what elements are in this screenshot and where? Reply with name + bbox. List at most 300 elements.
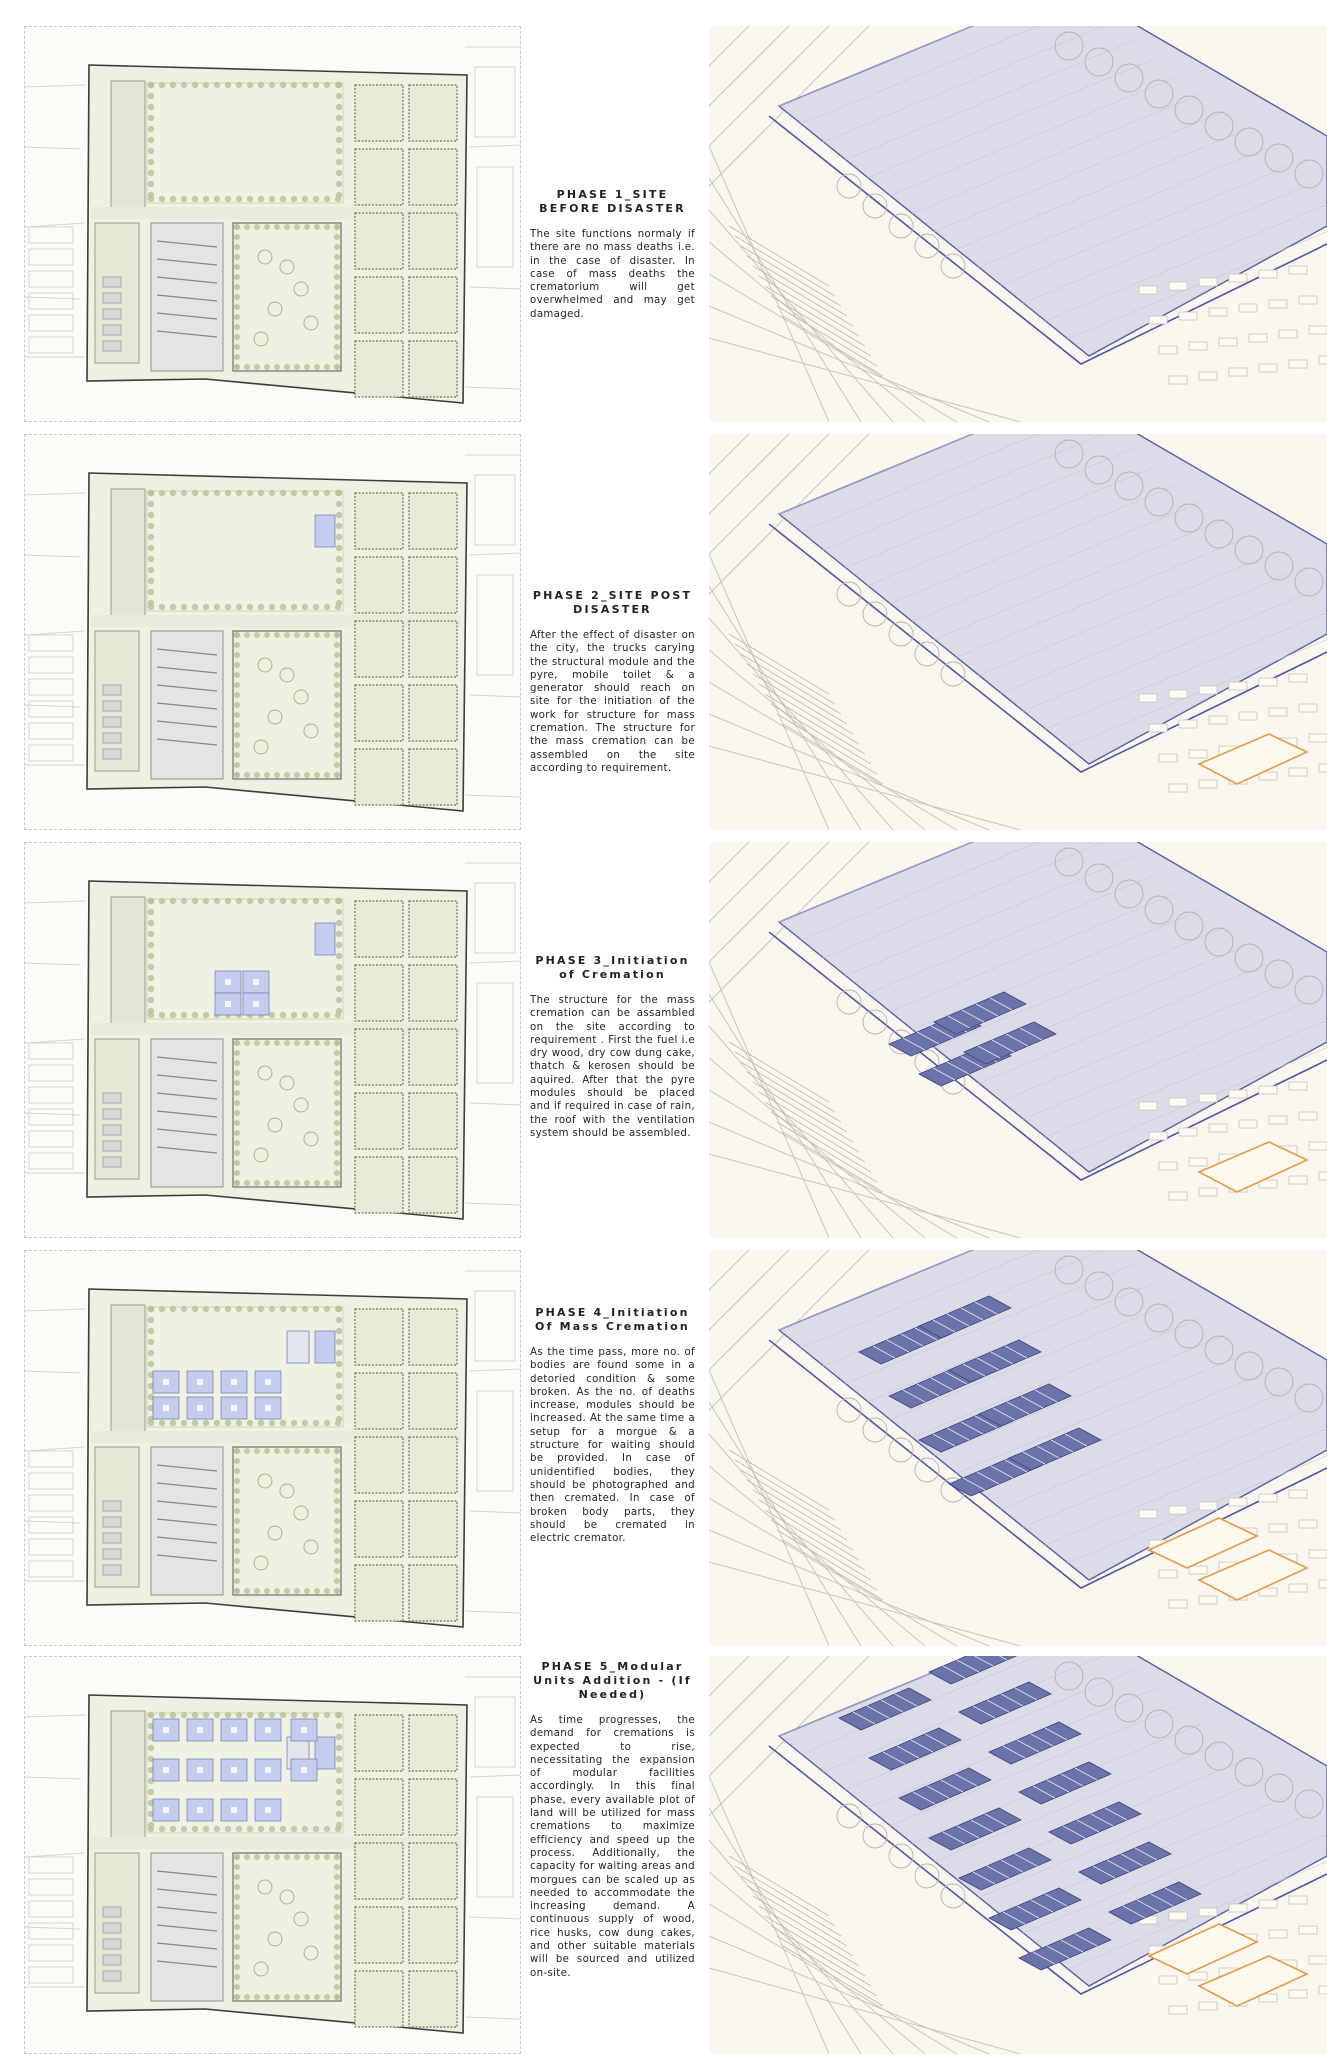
tree: [264, 364, 270, 370]
tree: [258, 82, 264, 88]
tree: [269, 490, 275, 496]
tree: [313, 196, 319, 202]
tree: [336, 1811, 342, 1817]
plantation-plot: [409, 1971, 457, 2027]
pyre-module-core: [231, 1727, 237, 1733]
parking-bay: [103, 749, 121, 759]
pyre-module-core: [163, 1727, 169, 1733]
tree: [304, 1040, 310, 1046]
plantation-plot: [409, 1093, 457, 1149]
parked-vehicle: [1239, 712, 1257, 720]
ground-line: [709, 1434, 893, 1646]
tree: [313, 82, 319, 88]
tree: [148, 534, 154, 540]
parked-vehicle: [1189, 342, 1207, 350]
tree: [264, 1854, 270, 1860]
tree: [159, 196, 165, 202]
tree: [234, 1458, 240, 1464]
tree: [336, 1822, 342, 1828]
plantation-plot: [355, 85, 403, 141]
tree: [313, 898, 319, 904]
tree: [314, 1588, 320, 1594]
plantation-plot: [409, 149, 457, 205]
parking-bay: [103, 733, 121, 743]
tree: [148, 589, 154, 595]
neighbour-plot: [475, 475, 515, 545]
tree: [234, 1914, 240, 1920]
tree: [269, 1826, 275, 1832]
ground-line: [709, 994, 861, 1238]
tree: [254, 364, 260, 370]
tree: [264, 1588, 270, 1594]
tree: [334, 1498, 340, 1504]
parked-vehicle: [1299, 296, 1317, 304]
parked-vehicle: [1209, 308, 1227, 316]
plantation-plot: [409, 85, 457, 141]
tree: [302, 82, 308, 88]
step-line: [753, 674, 853, 734]
ground-line: [709, 210, 893, 422]
building-block: [111, 897, 145, 1027]
tree: [336, 953, 342, 959]
tree: [274, 1994, 280, 2000]
step-line: [729, 226, 829, 286]
parked-vehicle: [1279, 330, 1297, 338]
tree: [234, 1588, 240, 1594]
street-line: [25, 1039, 85, 1043]
tree: [148, 1339, 154, 1345]
parking-bay: [103, 1923, 121, 1933]
tree: [915, 1458, 939, 1482]
plantation-plot: [409, 277, 457, 333]
tree: [274, 632, 280, 638]
parked-vehicle: [1309, 1956, 1327, 1964]
tree: [234, 1448, 240, 1454]
parked-vehicle: [1179, 720, 1197, 728]
tree: [294, 1040, 300, 1046]
tree: [336, 104, 342, 110]
tree: [269, 1420, 275, 1426]
tree: [181, 1826, 187, 1832]
parking-bay: [103, 293, 121, 303]
terrace-steps: [729, 1450, 883, 1600]
crematorium-building: [151, 1447, 223, 1595]
phase-row-3: [0, 842, 1327, 1238]
tree: [334, 1170, 340, 1176]
tree: [334, 284, 340, 290]
tree: [334, 324, 340, 330]
phase-title: PHASE 2_SITE POST DISASTER: [532, 589, 693, 616]
tree: [148, 964, 154, 970]
tree: [234, 1548, 240, 1554]
tree: [269, 1012, 275, 1018]
tree: [234, 1954, 240, 1960]
tree: [234, 652, 240, 658]
tree: [203, 1712, 209, 1718]
tree: [313, 490, 319, 496]
tree: [334, 1140, 340, 1146]
tree: [234, 772, 240, 778]
tree: [203, 1012, 209, 1018]
tree: [334, 1548, 340, 1554]
access-path: [91, 1431, 461, 1443]
street-line: [25, 1447, 85, 1451]
tree: [294, 1448, 300, 1454]
tree: [334, 304, 340, 310]
tree: [334, 1468, 340, 1474]
tree: [234, 1488, 240, 1494]
neighbour-plot: [29, 249, 73, 265]
pyre-module-core: [231, 1405, 237, 1411]
plantation-plot: [409, 1309, 457, 1365]
parked-vehicle: [1219, 338, 1237, 346]
crematorium-building: [151, 1853, 223, 2001]
open-ground: [147, 491, 343, 611]
tree: [336, 600, 342, 606]
tree: [234, 314, 240, 320]
tree: [336, 1778, 342, 1784]
neighbour-plot: [475, 883, 515, 953]
tree: [234, 304, 240, 310]
tree: [148, 82, 154, 88]
tree: [291, 1420, 297, 1426]
tree: [336, 1745, 342, 1751]
parked-vehicle: [1289, 1990, 1307, 1998]
tree: [336, 159, 342, 165]
tree: [234, 1120, 240, 1126]
tree: [148, 115, 154, 121]
morgue-unit: [287, 1331, 309, 1363]
mobile-unit: [315, 923, 335, 955]
tree: [225, 1712, 231, 1718]
tree: [324, 1012, 330, 1018]
tree: [269, 604, 275, 610]
parked-vehicle: [1249, 334, 1267, 342]
tree: [274, 1040, 280, 1046]
parked-vehicle: [1179, 1128, 1197, 1136]
plantation-plot: [355, 1157, 403, 1213]
tree: [236, 1826, 242, 1832]
mobile-unit: [315, 515, 335, 547]
tree: [234, 1578, 240, 1584]
tree: [236, 1306, 242, 1312]
tree: [234, 1090, 240, 1096]
tree: [258, 604, 264, 610]
tree: [234, 264, 240, 270]
tree: [181, 898, 187, 904]
tree: [291, 1712, 297, 1718]
tree: [234, 1964, 240, 1970]
parked-vehicle: [1239, 304, 1257, 312]
parked-vehicle: [1319, 1172, 1327, 1180]
tree: [336, 556, 342, 562]
tree: [170, 490, 176, 496]
tree: [234, 1894, 240, 1900]
tree: [159, 1420, 165, 1426]
memorial-garden: [233, 1039, 341, 1187]
parking-bay: [103, 277, 121, 287]
neighbour-plot: [477, 1391, 513, 1491]
tree: [148, 148, 154, 154]
tree: [304, 224, 310, 230]
parking-bay: [103, 1907, 121, 1917]
tree: [334, 1488, 340, 1494]
tree: [291, 898, 297, 904]
phase-description: As time progresses, the demand for cremations is expected to rise, necessitating the expansion of modular facilities accordingly. In this final phase, every available plot of land will be utilized for mass cremations to maximize efficiency and speed up the process. Additionally, the capacity for waiting areas and morgues can be scaled up as needed to accommodate the increasing demand. A continuous supply of wood, rice husks, cow dung cakes, and other suitable materials will be sourced and utilized on-site.: [530, 1715, 695, 1979]
tree: [269, 82, 275, 88]
building-block: [111, 489, 145, 619]
tree: [334, 632, 340, 638]
pyre-module-core: [197, 1767, 203, 1773]
tree: [336, 170, 342, 176]
tree: [334, 1984, 340, 1990]
tree: [225, 604, 231, 610]
pyre-module-core: [231, 1807, 237, 1813]
tree: [336, 1372, 342, 1378]
step-line: [759, 684, 859, 744]
street-line: [470, 1775, 520, 1777]
neighbour-plot: [29, 1561, 73, 1577]
tree: [291, 1826, 297, 1832]
tree: [324, 1854, 330, 1860]
parked-vehicle: [1299, 1520, 1317, 1528]
tree: [170, 1306, 176, 1312]
tree: [334, 1070, 340, 1076]
tree: [234, 1904, 240, 1910]
tree: [234, 1140, 240, 1146]
neighbour-plot: [475, 1291, 515, 1361]
pyre-module-core: [197, 1807, 203, 1813]
tree: [234, 274, 240, 280]
tree: [234, 244, 240, 250]
tree: [159, 1012, 165, 1018]
street-line: [25, 147, 80, 149]
tree: [159, 604, 165, 610]
tree: [148, 1008, 154, 1014]
parked-vehicle: [1289, 1896, 1307, 1904]
tree: [234, 1864, 240, 1870]
tree: [244, 1180, 250, 1186]
plantation-plot: [355, 1715, 403, 1771]
pyre-module-core: [225, 1001, 231, 1007]
plantation-plot: [409, 1779, 457, 1835]
tree: [302, 1826, 308, 1832]
plantation-plot: [409, 557, 457, 613]
tree: [236, 490, 242, 496]
tree: [889, 622, 913, 646]
tree: [324, 1826, 330, 1832]
tree: [336, 964, 342, 970]
tree: [234, 234, 240, 240]
tree: [334, 1110, 340, 1116]
tree: [148, 556, 154, 562]
tree: [915, 642, 939, 666]
tree: [234, 642, 240, 648]
parked-vehicle: [1199, 2002, 1217, 2010]
tree: [291, 604, 297, 610]
access-path: [91, 207, 461, 219]
tree: [280, 196, 286, 202]
neighbour-plot: [29, 1131, 73, 1147]
phase-row-4: [0, 1250, 1327, 1646]
parked-vehicle: [1199, 1094, 1217, 1102]
tree: [314, 1854, 320, 1860]
tree: [170, 1826, 176, 1832]
plantation-plot: [355, 1501, 403, 1557]
tree: [302, 1012, 308, 1018]
access-path: [91, 615, 461, 627]
street-line: [25, 1853, 85, 1857]
tree: [148, 490, 154, 496]
step-line: [753, 1896, 853, 1956]
isometric-view: [709, 434, 1327, 830]
tree: [334, 354, 340, 360]
plantation-plot: [409, 1565, 457, 1621]
tree: [280, 1826, 286, 1832]
phase-title: PHASE 4_Initiation Of Mass Cremation: [535, 1306, 690, 1333]
tree: [314, 364, 320, 370]
ground-line: [709, 1250, 789, 1330]
street-line: [25, 1715, 85, 1717]
parked-vehicle: [1169, 784, 1187, 792]
tree: [214, 604, 220, 610]
tree: [159, 82, 165, 88]
neighbour-plot: [29, 1945, 73, 1961]
tree: [148, 578, 154, 584]
neighbour-plot: [29, 723, 73, 739]
isometric-view: [709, 1656, 1327, 2054]
tree: [324, 1994, 330, 2000]
step-line: [729, 1042, 829, 1102]
tree: [294, 364, 300, 370]
parking-bay: [103, 309, 121, 319]
tree: [336, 1800, 342, 1806]
neighbour-plot: [475, 1697, 515, 1767]
tree: [336, 137, 342, 143]
tree: [336, 1789, 342, 1795]
tree: [264, 772, 270, 778]
pyre-module-core: [253, 979, 259, 985]
parked-vehicle: [1199, 686, 1217, 694]
plantation-plot: [355, 1309, 403, 1365]
parked-vehicle: [1289, 674, 1307, 682]
step-line: [735, 1866, 835, 1926]
parked-vehicle: [1309, 1142, 1327, 1150]
tree: [334, 722, 340, 728]
tree: [225, 82, 231, 88]
pyre-module-core: [197, 1405, 203, 1411]
street-line: [465, 1203, 520, 1205]
neighbour-plot: [29, 1967, 73, 1983]
tree: [334, 692, 340, 698]
parking-bay: [103, 325, 121, 335]
tree: [334, 1090, 340, 1096]
tree: [214, 1712, 220, 1718]
site-plan: [24, 1250, 521, 1646]
tree: [225, 1420, 231, 1426]
tree: [291, 82, 297, 88]
parking-bay: [103, 1939, 121, 1949]
tree: [170, 1712, 176, 1718]
street-line: [25, 1521, 80, 1523]
tree: [148, 137, 154, 143]
tree: [336, 148, 342, 154]
tree: [334, 1914, 340, 1920]
step-line: [729, 1450, 829, 1510]
step-line: [735, 644, 835, 704]
plantation-plot: [409, 1157, 457, 1213]
pyre-module-core: [265, 1767, 271, 1773]
tree: [234, 364, 240, 370]
tree: [234, 1924, 240, 1930]
tree: [181, 490, 187, 496]
tree: [915, 1864, 939, 1888]
street-line: [470, 553, 520, 555]
tree: [324, 604, 330, 610]
tree: [334, 344, 340, 350]
phase-title: PHASE 5_Modular Units Addition - (If Needed): [533, 1660, 692, 1701]
parked-vehicle: [1269, 1524, 1287, 1532]
mobile-unit: [315, 1331, 335, 1363]
plantation-plot: [409, 965, 457, 1021]
ground-line: [709, 1370, 829, 1646]
parked-vehicle: [1259, 270, 1277, 278]
tree: [336, 93, 342, 99]
neighbour-plot: [477, 575, 513, 675]
parked-vehicle: [1169, 376, 1187, 384]
tree: [324, 196, 330, 202]
plantation-plot: [409, 1907, 457, 1963]
tree: [284, 772, 290, 778]
plantation-plot: [409, 341, 457, 397]
ground-line: [709, 1840, 893, 2054]
tree: [284, 1040, 290, 1046]
tree: [225, 490, 231, 496]
tree: [334, 1448, 340, 1454]
pyre-module-core: [265, 1727, 271, 1733]
parking-bay: [103, 1501, 121, 1511]
ground-line: [709, 26, 789, 106]
tree: [302, 1306, 308, 1312]
tree: [214, 196, 220, 202]
step-line: [771, 296, 871, 356]
ground-line: [709, 1154, 1021, 1238]
plantation-plot: [355, 213, 403, 269]
tree: [247, 604, 253, 610]
tree: [324, 632, 330, 638]
tree: [291, 490, 297, 496]
tree: [334, 1944, 340, 1950]
step-line: [783, 1946, 883, 2006]
ground-line: [709, 1026, 893, 1238]
phase-title: PHASE 1_SITE BEFORE DISASTER: [539, 188, 686, 215]
tree: [336, 1008, 342, 1014]
tree: [304, 772, 310, 778]
tree: [234, 284, 240, 290]
tree: [225, 1306, 231, 1312]
parked-vehicle: [1229, 1904, 1247, 1912]
plantation-plot: [355, 685, 403, 741]
tree: [148, 1350, 154, 1356]
tree: [203, 490, 209, 496]
tree: [302, 196, 308, 202]
tree: [274, 1180, 280, 1186]
parked-vehicle: [1199, 278, 1217, 286]
tree: [314, 632, 320, 638]
tree: [336, 1756, 342, 1762]
tree: [274, 1448, 280, 1454]
tree: [324, 364, 330, 370]
